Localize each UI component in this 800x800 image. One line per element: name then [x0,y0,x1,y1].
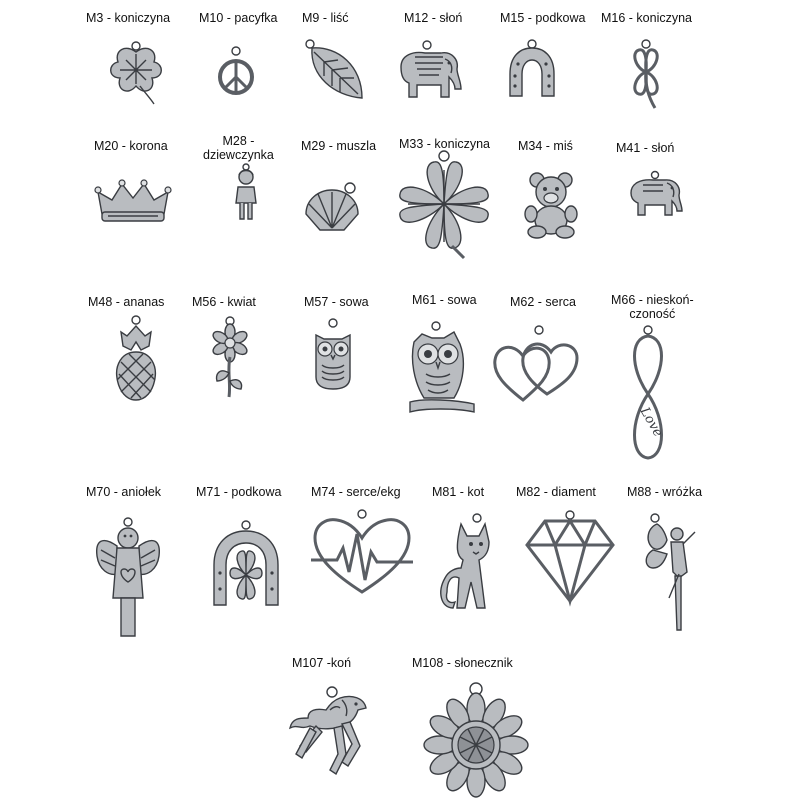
owl-icon[interactable] [310,317,356,391]
charm-label-m66 [611,293,694,321]
horseshoe-icon[interactable] [502,38,562,102]
charm-label-m107: M107 -koń [292,656,352,670]
double-heart-icon[interactable] [491,324,581,408]
charm-label-m108: M108 - słonecznik [412,656,513,670]
charm-label-m56: M56 - kwiat [192,295,256,309]
love-inscription: Love [636,404,666,440]
charm-label-m29: M29 - muszla [301,139,377,153]
crown-icon[interactable] [96,178,170,224]
charm-label-m82: M82 - diament [516,485,596,499]
leaf-icon[interactable] [298,36,368,106]
charm-label-m48: M48 - ananas [88,295,165,309]
charm-label-m28 [203,134,274,162]
charm-label-m28-line1: M28 - [222,134,255,148]
flower-icon[interactable] [209,315,251,399]
charm-label-m41: M41 - słoń [616,141,675,155]
teddy-bear-icon[interactable] [519,170,583,240]
owl-on-branch-icon[interactable] [404,320,476,422]
charm-label-m34: M34 - miś [518,139,573,153]
charm-label-m88: M88 - wróżka [627,485,703,499]
charm-label-m28-line2: dziewczynka [203,148,274,162]
charm-label-m81: M81 - kot [432,485,485,499]
seashell-icon[interactable] [300,180,364,234]
charm-label-m61: M61 - sowa [412,293,477,307]
charm-label-m3: M3 - koniczyna [86,11,171,25]
sunflower-icon[interactable] [423,681,529,799]
big-clover-icon[interactable] [396,150,492,260]
charm-label-m33: M33 - koniczyna [399,137,491,151]
charm-label-m15: M15 - podkowa [500,11,586,25]
charm-label-m66-line2: czoność [629,307,676,321]
charm-label-m71: M71 - podkowa [196,485,282,499]
charm-label-m74: M74 - serce/ekg [311,485,401,499]
heart-ekg-icon[interactable] [307,508,417,598]
charm-label-m62: M62 - serca [510,295,576,309]
charm-label-m66-line1: M66 - nieskoń- [611,293,694,307]
charm-label-m70: M70 - aniołek [86,485,162,499]
horseshoe-clover-icon[interactable] [208,519,284,611]
elephant-icon[interactable] [395,39,465,105]
peace-sign-icon[interactable] [216,45,256,99]
small-elephant-icon[interactable] [627,169,685,217]
charm-label-m12: M12 - słoń [404,11,463,25]
charm-label-m10: M10 - pacyfka [199,11,278,25]
fairy-icon[interactable] [643,512,697,632]
angel-icon[interactable] [93,516,163,640]
charm-label-m9: M9 - liść [302,11,349,25]
charm-label-m57: M57 - sowa [304,295,369,309]
infinity-love-icon[interactable] [624,324,672,464]
horse-icon[interactable] [286,684,378,776]
four-leaf-clover-icon[interactable] [106,40,166,110]
cat-icon[interactable] [439,512,495,612]
girl-icon[interactable] [232,163,260,223]
charm-label-m16: M16 - koniczyna [601,11,693,25]
diamond-icon[interactable] [523,509,617,605]
pineapple-icon[interactable] [111,314,161,404]
charm-label-m20: M20 - korona [94,139,168,153]
clover-outline-icon[interactable] [621,38,671,112]
